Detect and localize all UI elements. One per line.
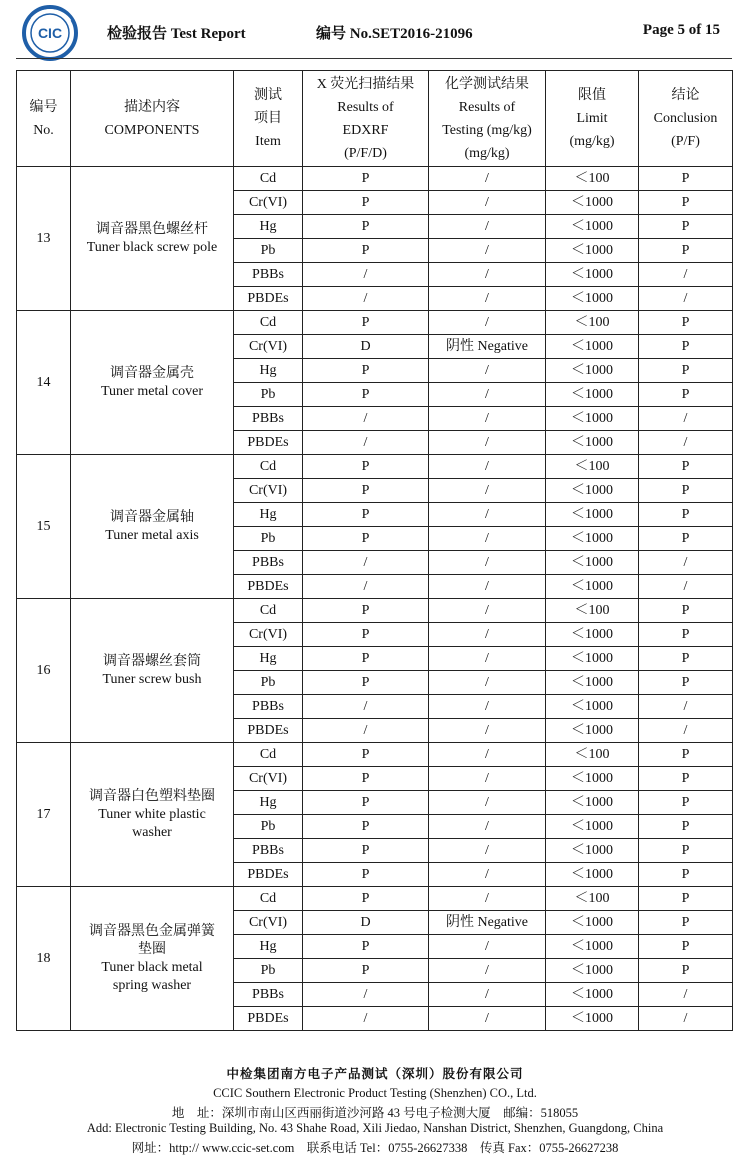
ccic-logo bbox=[22, 5, 78, 61]
edxrf-result: P bbox=[303, 839, 429, 863]
limit-value: ＜1000 bbox=[546, 527, 639, 551]
edxrf-result: P bbox=[303, 887, 429, 911]
limit-value: ＜100 bbox=[546, 743, 639, 767]
chem-result: / bbox=[429, 383, 546, 407]
test-item: PBDEs bbox=[234, 863, 303, 887]
test-item: Cd bbox=[234, 743, 303, 767]
edxrf-result: P bbox=[303, 527, 429, 551]
conclusion: / bbox=[639, 719, 733, 743]
limit-value: ＜1000 bbox=[546, 335, 639, 359]
chem-result: / bbox=[429, 767, 546, 791]
chem-result: / bbox=[429, 863, 546, 887]
table-row bbox=[17, 167, 733, 191]
edxrf-result: / bbox=[303, 287, 429, 311]
conclusion: P bbox=[639, 623, 733, 647]
component-description bbox=[71, 743, 234, 887]
limit-value: ＜1000 bbox=[546, 983, 639, 1007]
conclusion: / bbox=[639, 1007, 733, 1031]
limit-value: ＜1000 bbox=[546, 959, 639, 983]
edxrf-result: P bbox=[303, 743, 429, 767]
chem-result: / bbox=[429, 815, 546, 839]
edxrf-result: P bbox=[303, 935, 429, 959]
col-header-edxrf: X 荧光扫描结果 Results of EDXRF (P/F/D) bbox=[303, 71, 429, 167]
component-description-line: 调音器金属轴 bbox=[110, 509, 194, 525]
header-divider bbox=[16, 58, 732, 59]
limit-value: ＜100 bbox=[546, 599, 639, 623]
edxrf-result: P bbox=[303, 863, 429, 887]
chem-result: / bbox=[429, 719, 546, 743]
limit-value: ＜1000 bbox=[546, 695, 639, 719]
chem-result: / bbox=[429, 551, 546, 575]
conclusion: P bbox=[639, 215, 733, 239]
limit-value: ＜1000 bbox=[546, 935, 639, 959]
limit-value: ＜100 bbox=[546, 455, 639, 479]
footer-company-en: CCIC Southern Electronic Product Testing (Shenzhen) CO., Ltd. bbox=[213, 1086, 537, 1100]
chem-result: / bbox=[429, 791, 546, 815]
conclusion: P bbox=[639, 191, 733, 215]
limit-value: ＜1000 bbox=[546, 1007, 639, 1031]
col-header-conclusion: 结论 Conclusion (P/F) bbox=[639, 71, 733, 167]
chem-result: / bbox=[429, 215, 546, 239]
conclusion: P bbox=[639, 455, 733, 479]
chem-result: / bbox=[429, 623, 546, 647]
limit-value: ＜1000 bbox=[546, 815, 639, 839]
test-item: Pb bbox=[234, 527, 303, 551]
chem-result: / bbox=[429, 431, 546, 455]
component-description-line: Tuner black screw pole bbox=[86, 239, 218, 255]
test-item: Pb bbox=[234, 383, 303, 407]
edxrf-result: / bbox=[303, 431, 429, 455]
test-item: PBBs bbox=[234, 695, 303, 719]
conclusion: P bbox=[639, 599, 733, 623]
edxrf-result: / bbox=[303, 551, 429, 575]
conclusion: P bbox=[639, 839, 733, 863]
col-header-limit: 限值 Limit (mg/kg) bbox=[546, 71, 639, 167]
component-description-line: 调音器黑色螺丝杆 bbox=[96, 221, 208, 237]
chem-result: 阴性 Negative bbox=[429, 911, 546, 935]
conclusion: P bbox=[639, 767, 733, 791]
test-item: Cd bbox=[234, 167, 303, 191]
test-item: Cd bbox=[234, 455, 303, 479]
test-item: Cr(VI) bbox=[234, 767, 303, 791]
table-row bbox=[17, 455, 733, 479]
conclusion: P bbox=[639, 311, 733, 335]
conclusion: / bbox=[639, 983, 733, 1007]
component-description-line: Tuner screw bush bbox=[102, 671, 202, 687]
conclusion: P bbox=[639, 959, 733, 983]
component-description-line: spring washer bbox=[112, 977, 192, 993]
footer-address-cn: 地 址：深圳市南山区西丽街道沙河路 43 号电子检测大厦 邮编：518055 bbox=[171, 1106, 579, 1120]
limit-value: ＜1000 bbox=[546, 551, 639, 575]
component-number: 15 bbox=[17, 455, 71, 599]
edxrf-result: P bbox=[303, 311, 429, 335]
chem-result: / bbox=[429, 695, 546, 719]
limit-value: ＜1000 bbox=[546, 191, 639, 215]
chem-result: / bbox=[429, 935, 546, 959]
limit-value: ＜1000 bbox=[546, 287, 639, 311]
page-indicator: Page 5 of 15 bbox=[642, 22, 720, 38]
test-item: PBDEs bbox=[234, 1007, 303, 1031]
edxrf-result: / bbox=[303, 695, 429, 719]
chem-result: / bbox=[429, 407, 546, 431]
limit-value: ＜100 bbox=[546, 887, 639, 911]
limit-value: ＜1000 bbox=[546, 719, 639, 743]
component-number: 18 bbox=[17, 887, 71, 1031]
limit-value: ＜1000 bbox=[546, 359, 639, 383]
test-item: PBBs bbox=[234, 551, 303, 575]
report-title: 检验报告 Test Report bbox=[107, 26, 246, 42]
test-item: PBDEs bbox=[234, 719, 303, 743]
conclusion: P bbox=[639, 359, 733, 383]
edxrf-result: / bbox=[303, 1007, 429, 1031]
component-description-line: Tuner black metal bbox=[101, 959, 203, 975]
edxrf-result: P bbox=[303, 767, 429, 791]
chem-result: / bbox=[429, 983, 546, 1007]
edxrf-result: / bbox=[303, 407, 429, 431]
limit-value: ＜1000 bbox=[546, 503, 639, 527]
chem-result: / bbox=[429, 287, 546, 311]
test-item: PBDEs bbox=[234, 287, 303, 311]
table-row bbox=[17, 311, 733, 335]
test-item: Pb bbox=[234, 815, 303, 839]
conclusion: P bbox=[639, 911, 733, 935]
component-description-line: Tuner metal axis bbox=[105, 527, 199, 543]
conclusion: P bbox=[639, 647, 733, 671]
component-description-line: washer bbox=[132, 824, 172, 840]
chem-result: / bbox=[429, 263, 546, 287]
edxrf-result: P bbox=[303, 191, 429, 215]
component-number: 16 bbox=[17, 599, 71, 743]
limit-value: ＜1000 bbox=[546, 767, 639, 791]
footer-contact: 网址：http:// www.ccic-set.com 联系电话 Tel：0755-26627338 传真 Fax：0755-26627238 bbox=[131, 1141, 619, 1155]
edxrf-result: P bbox=[303, 455, 429, 479]
table-row bbox=[17, 887, 733, 911]
test-item: Cd bbox=[234, 311, 303, 335]
component-number: 13 bbox=[17, 167, 71, 311]
component-description-line: Tuner metal cover bbox=[100, 383, 204, 399]
footer-address-en: Add: Electronic Testing Building, No. 43 Shahe Road, Xili Jiedao, Nanshan District, Shenzhen, Guangdong, China bbox=[86, 1121, 664, 1135]
chem-result: / bbox=[429, 839, 546, 863]
logo-text: CIC bbox=[37, 25, 63, 41]
test-item: Hg bbox=[234, 503, 303, 527]
edxrf-result: P bbox=[303, 815, 429, 839]
conclusion: P bbox=[639, 167, 733, 191]
component-description-line: 调音器螺丝套筒 bbox=[103, 653, 201, 669]
component-description-line: 调音器白色塑料垫圈 bbox=[89, 788, 215, 804]
limit-value: ＜1000 bbox=[546, 407, 639, 431]
test-item: PBBs bbox=[234, 983, 303, 1007]
conclusion: P bbox=[639, 671, 733, 695]
test-item: PBBs bbox=[234, 263, 303, 287]
limit-value: ＜1000 bbox=[546, 431, 639, 455]
component-description-line: 调音器金属壳 bbox=[110, 365, 194, 381]
chem-result: / bbox=[429, 455, 546, 479]
table-header-row bbox=[17, 71, 733, 167]
table-row bbox=[17, 743, 733, 767]
conclusion: P bbox=[639, 887, 733, 911]
edxrf-result: / bbox=[303, 983, 429, 1007]
limit-value: ＜1000 bbox=[546, 647, 639, 671]
conclusion: / bbox=[639, 551, 733, 575]
edxrf-result: D bbox=[303, 335, 429, 359]
chem-result: / bbox=[429, 671, 546, 695]
test-item: Cr(VI) bbox=[234, 623, 303, 647]
col-header-item: 测试 项目 Item bbox=[234, 71, 303, 167]
test-item: Cr(VI) bbox=[234, 335, 303, 359]
conclusion: P bbox=[639, 815, 733, 839]
conclusion: P bbox=[639, 479, 733, 503]
edxrf-result: P bbox=[303, 623, 429, 647]
chem-result: / bbox=[429, 239, 546, 263]
test-item: Pb bbox=[234, 239, 303, 263]
edxrf-result: / bbox=[303, 575, 429, 599]
edxrf-result: / bbox=[303, 263, 429, 287]
test-item: Hg bbox=[234, 935, 303, 959]
limit-value: ＜1000 bbox=[546, 263, 639, 287]
limit-value: ＜100 bbox=[546, 167, 639, 191]
limit-value: ＜1000 bbox=[546, 479, 639, 503]
edxrf-result: P bbox=[303, 215, 429, 239]
limit-value: ＜1000 bbox=[546, 863, 639, 887]
conclusion: P bbox=[639, 863, 733, 887]
limit-value: ＜1000 bbox=[546, 215, 639, 239]
chem-result: / bbox=[429, 167, 546, 191]
test-item: PBBs bbox=[234, 407, 303, 431]
component-description bbox=[71, 887, 234, 1031]
chem-result: / bbox=[429, 527, 546, 551]
conclusion: / bbox=[639, 407, 733, 431]
chem-result: 阴性 Negative bbox=[429, 335, 546, 359]
conclusion: P bbox=[639, 743, 733, 767]
chem-result: / bbox=[429, 575, 546, 599]
col-header-components: 描述内容 COMPONENTS bbox=[71, 71, 234, 167]
limit-value: ＜1000 bbox=[546, 239, 639, 263]
conclusion: / bbox=[639, 287, 733, 311]
chem-result: / bbox=[429, 887, 546, 911]
test-item: PBDEs bbox=[234, 575, 303, 599]
test-item: Hg bbox=[234, 647, 303, 671]
chem-result: / bbox=[429, 311, 546, 335]
conclusion: P bbox=[639, 239, 733, 263]
test-item: Hg bbox=[234, 215, 303, 239]
conclusion: P bbox=[639, 935, 733, 959]
test-item: PBDEs bbox=[234, 431, 303, 455]
conclusion: / bbox=[639, 263, 733, 287]
edxrf-result: P bbox=[303, 503, 429, 527]
edxrf-result: P bbox=[303, 383, 429, 407]
component-description-line: 垫圈 bbox=[138, 941, 166, 957]
chem-result: / bbox=[429, 479, 546, 503]
test-results-table bbox=[16, 70, 733, 1031]
edxrf-result: / bbox=[303, 719, 429, 743]
conclusion: P bbox=[639, 791, 733, 815]
edxrf-result: P bbox=[303, 647, 429, 671]
edxrf-result: P bbox=[303, 359, 429, 383]
report-number: 编号 No.SET2016-21096 bbox=[316, 26, 473, 42]
chem-result: / bbox=[429, 599, 546, 623]
component-description bbox=[71, 311, 234, 455]
limit-value: ＜1000 bbox=[546, 911, 639, 935]
limit-value: ＜1000 bbox=[546, 839, 639, 863]
chem-result: / bbox=[429, 647, 546, 671]
test-item: Cd bbox=[234, 887, 303, 911]
limit-value: ＜1000 bbox=[546, 383, 639, 407]
limit-value: ＜1000 bbox=[546, 623, 639, 647]
test-item: Cr(VI) bbox=[234, 911, 303, 935]
limit-value: ＜1000 bbox=[546, 671, 639, 695]
chem-result: / bbox=[429, 1007, 546, 1031]
edxrf-result: D bbox=[303, 911, 429, 935]
component-number: 14 bbox=[17, 311, 71, 455]
conclusion: / bbox=[639, 431, 733, 455]
footer-company-cn: 中检集团南方电子产品测试（深圳）股份有限公司 bbox=[226, 1067, 524, 1081]
test-item: Cd bbox=[234, 599, 303, 623]
chem-result: / bbox=[429, 743, 546, 767]
conclusion: P bbox=[639, 503, 733, 527]
test-item: Cr(VI) bbox=[234, 479, 303, 503]
component-description bbox=[71, 167, 234, 311]
col-header-no: 编号 No. bbox=[17, 71, 71, 167]
chem-result: / bbox=[429, 359, 546, 383]
test-item: Cr(VI) bbox=[234, 191, 303, 215]
conclusion: / bbox=[639, 575, 733, 599]
test-item: PBBs bbox=[234, 839, 303, 863]
edxrf-result: P bbox=[303, 167, 429, 191]
test-item: Pb bbox=[234, 671, 303, 695]
component-number: 17 bbox=[17, 743, 71, 887]
col-header-chem: 化学测试结果 Results of Testing (mg/kg) (mg/kg) bbox=[429, 71, 546, 167]
conclusion: P bbox=[639, 383, 733, 407]
limit-value: ＜1000 bbox=[546, 575, 639, 599]
conclusion: / bbox=[639, 695, 733, 719]
test-item: Hg bbox=[234, 791, 303, 815]
component-description bbox=[71, 455, 234, 599]
edxrf-result: P bbox=[303, 239, 429, 263]
component-description-line: 调音器黑色金属弹簧 bbox=[89, 923, 215, 939]
limit-value: ＜1000 bbox=[546, 791, 639, 815]
table-row bbox=[17, 599, 733, 623]
test-item: Hg bbox=[234, 359, 303, 383]
edxrf-result: P bbox=[303, 479, 429, 503]
edxrf-result: P bbox=[303, 791, 429, 815]
chem-result: / bbox=[429, 191, 546, 215]
chem-result: / bbox=[429, 503, 546, 527]
edxrf-result: P bbox=[303, 599, 429, 623]
conclusion: P bbox=[639, 527, 733, 551]
test-item: Pb bbox=[234, 959, 303, 983]
component-description-line: Tuner white plastic bbox=[98, 806, 206, 822]
conclusion: P bbox=[639, 335, 733, 359]
chem-result: / bbox=[429, 959, 546, 983]
edxrf-result: P bbox=[303, 959, 429, 983]
edxrf-result: P bbox=[303, 671, 429, 695]
component-description bbox=[71, 599, 234, 743]
limit-value: ＜100 bbox=[546, 311, 639, 335]
